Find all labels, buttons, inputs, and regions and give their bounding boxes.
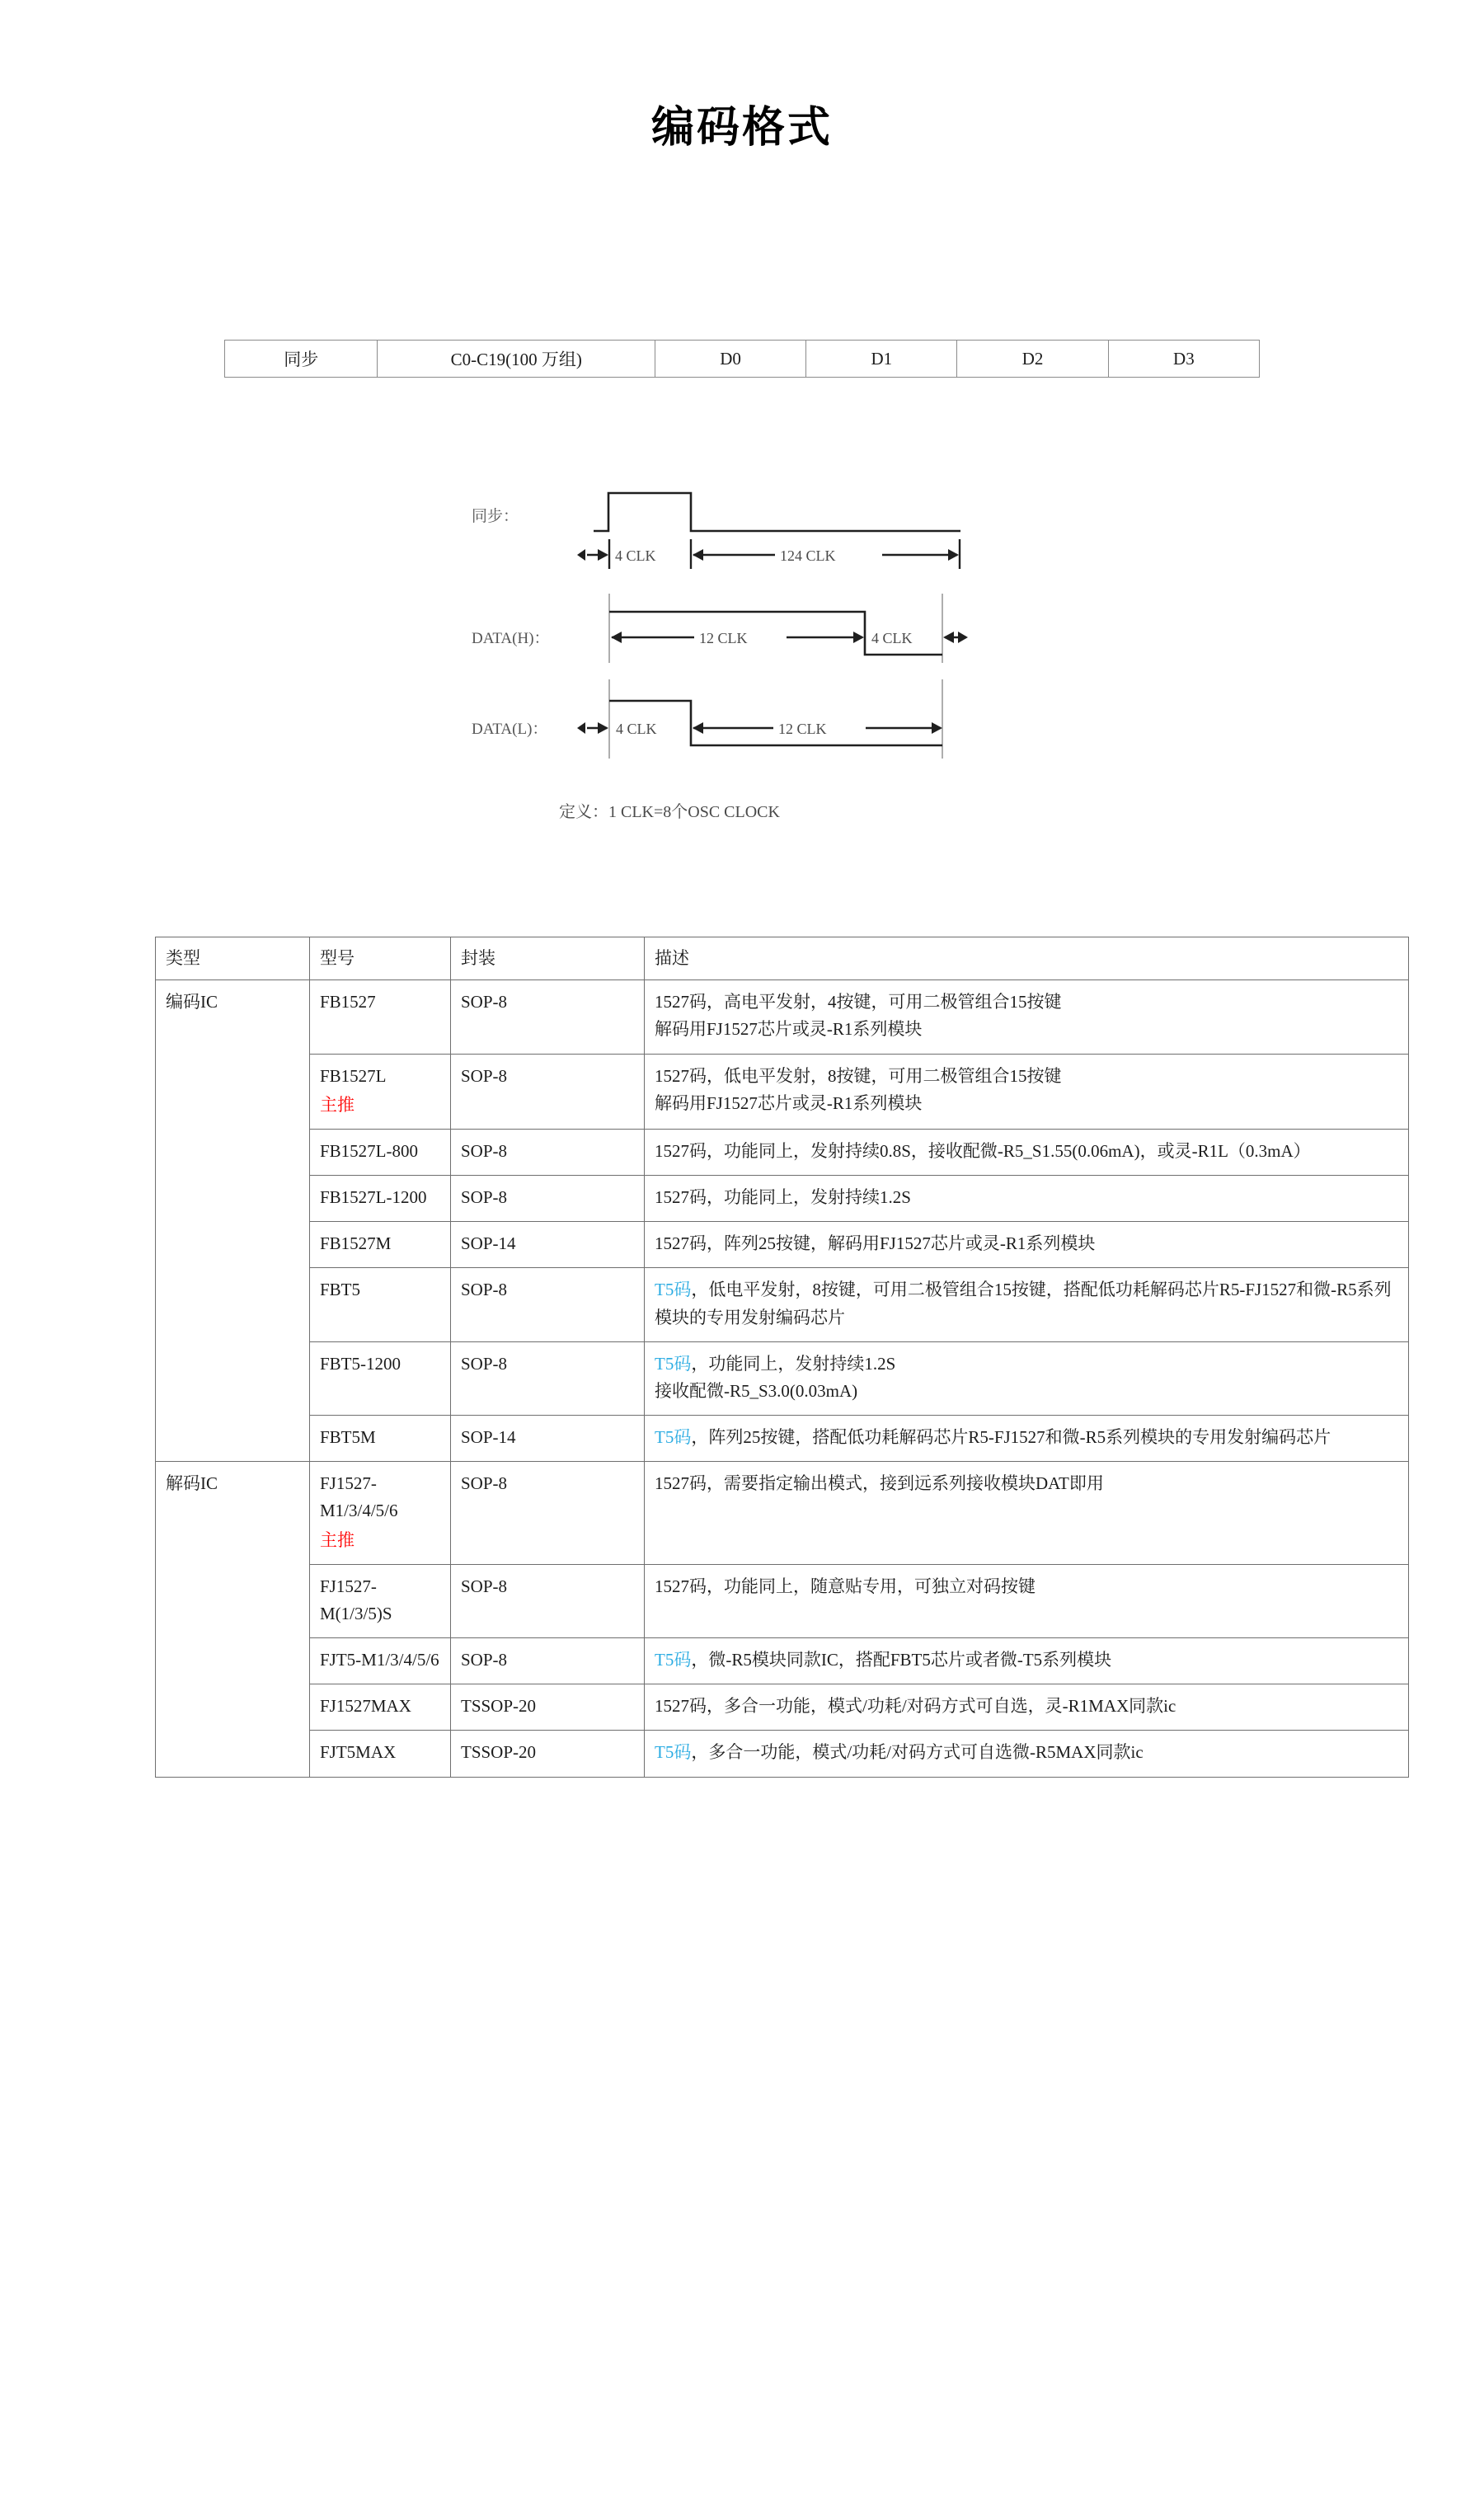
cell-description: [645, 1731, 1409, 1777]
cell-package: SOP-8: [451, 980, 645, 1054]
cell-model: [310, 1129, 451, 1175]
datal-seg1-arrow-left: [577, 722, 585, 734]
description-text: ，功能同上，发射持续1.2S: [691, 1353, 896, 1374]
datal-seg2-arrow-left: [693, 722, 703, 734]
cell-package: TSSOP-20: [451, 1731, 645, 1777]
description-text: ，微-R5模块同款IC，搭配FBT5芯片或者微-T5系列模块: [691, 1650, 1112, 1670]
column-header-type: 类型: [156, 937, 310, 980]
description-line: [655, 1424, 1398, 1451]
model-text: FB1527M: [320, 1233, 392, 1254]
table-row: [156, 1564, 1409, 1637]
model-text: FB1527L-800: [320, 1140, 419, 1161]
description-text: 1527码，需要指定输出模式，接到远系列接收模块DAT即用: [655, 1473, 1104, 1494]
model-text: FJT5MAX: [320, 1742, 397, 1763]
status-badge: 主推: [320, 1529, 355, 1550]
frame-format-row: [225, 341, 1260, 378]
model-text: FBT5-1200: [320, 1353, 402, 1374]
cell-model: [310, 1268, 451, 1341]
cell-model: [310, 1684, 451, 1731]
table-row: [156, 1129, 1409, 1175]
cell-model: [310, 1731, 451, 1777]
timing-label-data-l: DATA(L)：: [472, 721, 548, 738]
timing-definition: 定义：1 CLK=8个OSC CLOCK: [559, 803, 780, 821]
cell-description: [645, 1341, 1409, 1415]
table-row: [156, 1054, 1409, 1129]
timing-diagram: [462, 472, 1039, 818]
datal-seg2-label: 12 CLK: [778, 721, 827, 737]
description-line: [655, 1470, 1398, 1497]
table-row: [156, 1268, 1409, 1341]
datah-seg1-label: 12 CLK: [699, 630, 748, 646]
code-label-t5: T5码: [655, 1280, 692, 1300]
table-row: [156, 1684, 1409, 1731]
description-line: [655, 1090, 1398, 1117]
column-header-model: 型号: [310, 937, 451, 980]
timing-label-sync: 同步：: [472, 508, 519, 525]
model-text: FB1527L-1200: [320, 1187, 427, 1208]
frame-cell-d0: D0: [655, 341, 805, 378]
description-line: [655, 989, 1398, 1016]
cell-description: [645, 1638, 1409, 1684]
frame-cell-d2: D2: [957, 341, 1108, 378]
cell-package: SOP-8: [451, 1462, 645, 1565]
product-table-header-row: [156, 937, 1409, 980]
table-row: [156, 1731, 1409, 1777]
model-text: FJT5-M1/3/4/5/6: [320, 1650, 439, 1670]
cell-description: [645, 1054, 1409, 1129]
sync-seg2-label: 124 CLK: [780, 547, 836, 564]
sync-seg1-arrow-left: [577, 549, 585, 561]
code-label-t5: T5码: [655, 1742, 692, 1763]
datah-seg1-arrow-left: [611, 632, 622, 643]
description-text: 1527码，功能同上，发射持续1.2S: [655, 1187, 911, 1208]
description-text: 1527码，功能同上，随意贴专用，可独立对码按键: [655, 1576, 1036, 1596]
cell-model: [310, 980, 451, 1054]
cell-package: TSSOP-20: [451, 1684, 645, 1731]
cell-model: [310, 1054, 451, 1129]
frame-cell-d1: D1: [806, 341, 957, 378]
description-line: [655, 1351, 1398, 1378]
datah-seg2-label: 4 CLK: [871, 630, 913, 646]
model-text: FJ1527-M1/3/4/5/6: [320, 1473, 398, 1521]
frame-cell-d3: D3: [1108, 341, 1259, 378]
description-text: ，阵列25按键，搭配低功耗解码芯片R5-FJ1527和微-R5系列模块的专用发射编码芯片: [691, 1427, 1331, 1448]
sync-seg2-arrow-left: [693, 549, 703, 561]
cell-description: [645, 1129, 1409, 1175]
description-text: ，多合一功能，模式/功耗/对码方式可自选微-R5MAX同款ic: [691, 1742, 1144, 1763]
sync-waveform: [594, 493, 960, 531]
model-text: FB1527L: [320, 1065, 387, 1086]
description-line: [655, 1184, 1398, 1211]
status-badge: 主推: [320, 1094, 355, 1115]
cell-package: SOP-14: [451, 1416, 645, 1462]
cell-description: [645, 1176, 1409, 1222]
code-label-t5: T5码: [655, 1427, 692, 1448]
description-line: [655, 1378, 1398, 1405]
table-row: [156, 1462, 1409, 1565]
description-line: [655, 1739, 1398, 1766]
datal-seg1-arrow-right: [598, 722, 608, 734]
cell-description: [645, 1222, 1409, 1268]
description-text: 1527码，多合一功能，模式/功耗/对码方式可自选，灵-R1MAX同款ic: [655, 1696, 1176, 1717]
cell-package: SOP-8: [451, 1129, 645, 1175]
column-header-package: 封装: [451, 937, 645, 980]
cell-package: SOP-8: [451, 1054, 645, 1129]
sync-seg2-arrow-right: [948, 549, 959, 561]
cell-model: [310, 1638, 451, 1684]
description-text: 解码用FJ1527芯片或灵-R1系列模块: [655, 1019, 923, 1040]
cell-model: [310, 1462, 451, 1565]
model-text: FJ1527MAX: [320, 1696, 411, 1717]
table-row: [156, 1416, 1409, 1462]
group-type-cell: 编码IC: [156, 980, 310, 1462]
model-text: FB1527: [320, 992, 376, 1012]
column-header-desc: 描述: [645, 937, 1409, 980]
datal-seg1-label: 4 CLK: [616, 721, 657, 737]
page-title: 编码格式: [650, 103, 833, 153]
frame-cell-codes: C0-C19(100 万组): [378, 341, 655, 378]
cell-model: [310, 1176, 451, 1222]
description-line: [655, 1276, 1398, 1331]
datal-seg2-arrow-right: [932, 722, 942, 734]
code-label-t5: T5码: [655, 1353, 692, 1374]
datah-seg1-arrow-right: [853, 632, 864, 643]
table-row: [156, 1638, 1409, 1684]
model-text: FBT5M: [320, 1427, 376, 1448]
cell-description: [645, 1268, 1409, 1341]
model-text: FBT5: [320, 1280, 361, 1300]
cell-description: [645, 1416, 1409, 1462]
cell-package: SOP-8: [451, 1176, 645, 1222]
cell-model: [310, 1416, 451, 1462]
sync-seg1-arrow-right: [598, 549, 608, 561]
sync-seg1-label: 4 CLK: [615, 547, 656, 564]
cell-model: [310, 1341, 451, 1415]
description-text: 1527码，功能同上，发射持续0.8S，接收配微-R5_S1.55(0.06mA)，或灵-R1L（0.3mA）: [655, 1140, 1311, 1161]
datah-seg2-arrow-left: [943, 632, 954, 643]
description-text: 1527码，低电平发射，8按键，可用二极管组合15按键: [655, 1065, 1062, 1086]
cell-package: SOP-8: [451, 1638, 645, 1684]
model-text: FJ1527-M(1/3/5)S: [320, 1576, 392, 1623]
description-line: [655, 1063, 1398, 1090]
table-row: [156, 980, 1409, 1054]
table-row: [156, 1341, 1409, 1415]
description-text: 解码用FJ1527芯片或灵-R1系列模块: [655, 1092, 923, 1113]
description-line: [655, 1573, 1398, 1600]
description-line: [655, 1016, 1398, 1043]
cell-package: SOP-8: [451, 1341, 645, 1415]
cell-description: [645, 1564, 1409, 1637]
cell-package: SOP-14: [451, 1222, 645, 1268]
description-text: 1527码，高电平发射，4按键，可用二极管组合15按键: [655, 992, 1062, 1012]
description-line: [655, 1647, 1398, 1674]
product-table-body: [156, 980, 1409, 1777]
description-line: [655, 1138, 1398, 1165]
timing-label-data-h: DATA(H)：: [472, 630, 550, 647]
code-label-t5: T5码: [655, 1650, 692, 1670]
frame-cell-sync: 同步: [225, 341, 378, 378]
cell-model: [310, 1564, 451, 1637]
description-line: [655, 1230, 1398, 1257]
cell-model: [310, 1222, 451, 1268]
description-line: [655, 1693, 1398, 1720]
cell-description: [645, 980, 1409, 1054]
table-row: [156, 1176, 1409, 1222]
description-text: 1527码，阵列25按键，解码用FJ1527芯片或灵-R1系列模块: [655, 1233, 1096, 1254]
cell-description: [645, 1462, 1409, 1565]
group-type-cell: 解码IC: [156, 1462, 310, 1777]
table-row: [156, 1222, 1409, 1268]
description-text: ，低电平发射，8按键，可用二极管组合15按键，搭配低功耗解码芯片R5-FJ1527和微-R5系列模块的专用发射编码芯片: [655, 1280, 1392, 1327]
description-text: 接收配微-R5_S3.0(0.03mA): [655, 1380, 858, 1401]
cell-package: SOP-8: [451, 1564, 645, 1637]
cell-description: [645, 1684, 1409, 1731]
datah-seg2-arrow-right: [958, 632, 968, 643]
product-table: [155, 937, 1409, 1778]
frame-format-table: [224, 340, 1260, 378]
cell-package: SOP-8: [451, 1268, 645, 1341]
